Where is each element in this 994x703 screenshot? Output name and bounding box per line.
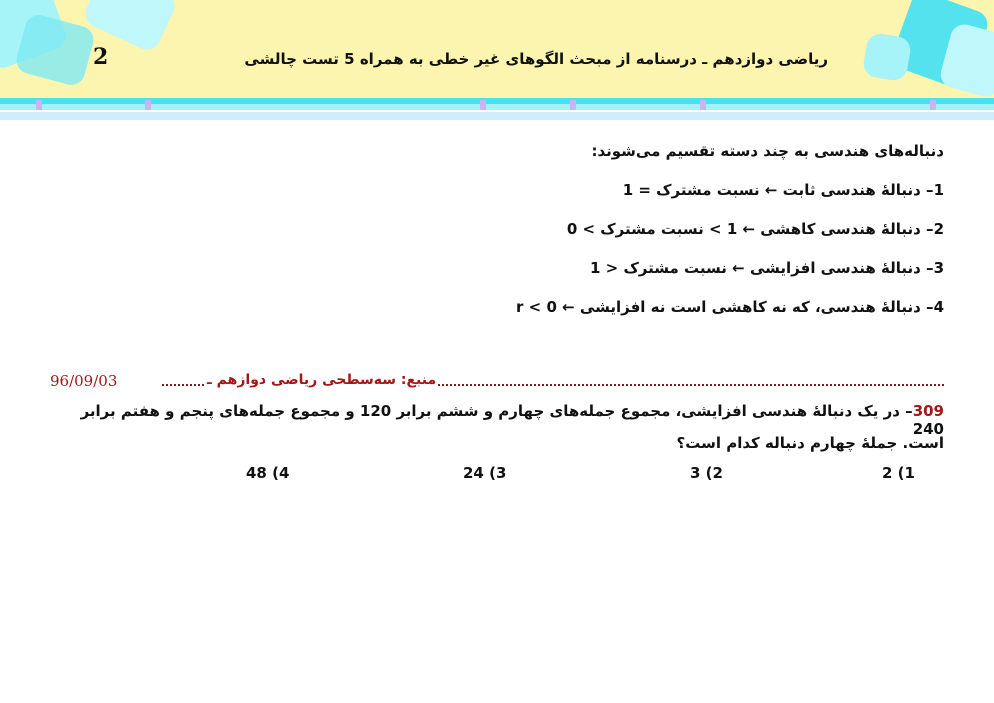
stripe-tick — [480, 100, 486, 110]
list-item: 4– دنبالهٔ هندسی، که نه کاهشی است نه افزایشی ← 0 > r — [516, 298, 944, 316]
option-1[interactable]: 2 (1 — [882, 464, 915, 482]
source-line — [50, 372, 944, 392]
decorative-square — [862, 32, 913, 83]
source-date: 96/09/03 — [50, 372, 118, 390]
page-header — [0, 0, 994, 98]
option-2[interactable]: 3 (2 — [690, 464, 723, 482]
stripe-tick — [700, 100, 706, 110]
source-label: منبع: سه‌سطحی ریاضی دوازهم ـ — [207, 372, 437, 388]
question-line-1 — [50, 402, 944, 438]
list-item: 3– دنبالهٔ هندسی افزایشی ← نسبت مشترک < 1 — [590, 259, 944, 277]
stripe-tick — [36, 100, 42, 110]
stripe-tick — [570, 100, 576, 110]
list-item: 1– دنبالهٔ هندسی ثابت ← نسبت مشترک = 1 — [622, 181, 944, 199]
question-number: 309 — [912, 402, 944, 420]
stripe-tick — [930, 100, 936, 110]
page-number: 2 — [93, 44, 109, 70]
intro-text: دنباله‌های هندسی به چند دسته تقسیم می‌شوند: — [591, 142, 944, 160]
header-stripe-bottom — [0, 112, 994, 120]
stripe-tick — [145, 100, 151, 110]
page-title: ریاضی دوازدهم ـ درسنامه از مبحث الگوهای غیر خطی به همراه 5 تست چالشی — [244, 50, 828, 68]
option-3[interactable]: 24 (3 — [463, 464, 507, 482]
decorative-square — [13, 12, 96, 88]
option-4[interactable]: 48 (4 — [246, 464, 290, 482]
question-line-2: است. جملهٔ چهارم دنباله کدام است؟ — [676, 434, 944, 452]
question-text: – در یک دنبالهٔ هندسی افزایشی، مجموع جمله‌های چهارم و ششم برابر 120 و مجموع جمله‌های پنجم و هفتم برابر 240 — [80, 402, 944, 438]
list-item: 2– دنبالهٔ هندسی کاهشی ← 1 > نسبت مشترک > 0 — [566, 220, 944, 238]
